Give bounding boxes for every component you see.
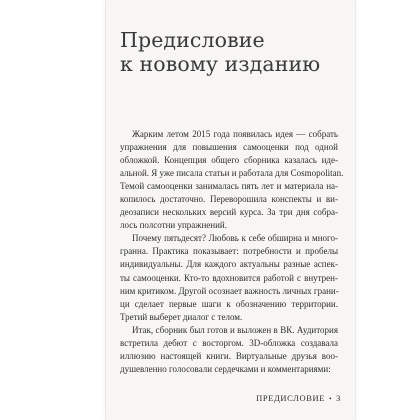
page-title xyxy=(120,28,350,76)
text-line: Жарким летом 2015 года появилась идея — собрать xyxy=(132,129,338,139)
text-line: индивидуальны. Для каждого актуальны разные аспек- xyxy=(120,259,338,270)
text-line: обложкой. Концепция общего сборника казалась иде- xyxy=(120,155,338,166)
paragraph-3 xyxy=(120,324,338,376)
footer-section-name: ПРЕДИСЛОВИЕ xyxy=(256,393,326,403)
text-line: копилось достаточно. Переворошила конспекты и ви- xyxy=(120,194,338,205)
text-line: ты самооценки. Кто-то вдохновится работой с внутрен- xyxy=(120,272,338,283)
book-page xyxy=(106,0,355,420)
text-line: встретила дебют с восторгом. 3D-обложка создавала xyxy=(120,337,338,348)
footer-separator: • xyxy=(329,395,333,403)
text-line: ци сделает первые шаги к обозначению территории. xyxy=(120,298,338,309)
title-line-2: к новому изданию xyxy=(120,52,321,76)
text-line: альной. Я уже писала статьи и работала для Cosmopolitan. xyxy=(120,168,344,179)
text-line: гранна. Практика показывает: потребности и пробелы xyxy=(120,246,338,257)
title-line-1: Предисловие xyxy=(120,28,265,52)
text-line: лось полсотни упражнений. xyxy=(120,220,227,231)
body-text xyxy=(120,128,344,376)
paragraph-1 xyxy=(120,128,344,232)
text-line: Итак, сборник был готов и выложен в ВК. Аудитория xyxy=(132,324,338,335)
text-line: Почему пятьдесят? Любовь к себе обширна и много- xyxy=(132,233,338,244)
page-number: 3 xyxy=(336,393,341,403)
paragraph-2 xyxy=(120,232,338,323)
text-line: душевленно голосовали сердечками и комментариями: xyxy=(120,363,331,374)
text-line: Темой самооценки занималась пять лет и материала на- xyxy=(120,181,338,192)
running-footer xyxy=(256,393,341,403)
text-line: деозаписи нескольких версий курса. За три дня собра- xyxy=(120,207,338,218)
text-line: ним критиком. Другой осознает важность личных грани- xyxy=(120,285,339,296)
text-line: упражнения для повышения самооценки под одной xyxy=(120,142,338,153)
text-line: иллюзию настоящей книги. Виртуальные друзья воо- xyxy=(120,350,338,361)
text-line: Третий выберет диалог с телом. xyxy=(120,311,243,322)
